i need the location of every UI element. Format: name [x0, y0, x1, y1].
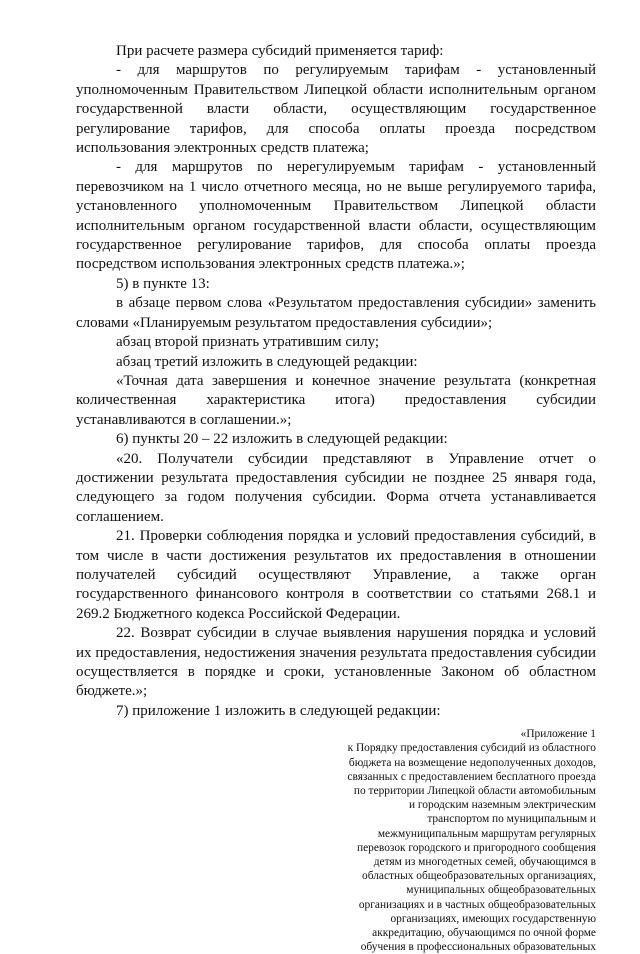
appendix-line: обучения в профессиональных образовательных	[360, 941, 596, 954]
appendix-line: «Приложение 1	[520, 728, 596, 741]
appendix-line: и городским наземным электрическим	[408, 799, 596, 812]
appendix-line: организациях, имеющих государственную	[390, 912, 596, 925]
paragraph-item-7: 7) приложение 1 изложить в следующей редакции:	[116, 702, 441, 719]
paragraph-clause-22: 22. Возврат субсидии в случае выявления нарушения порядка и условий их предоставления, недостижения значения результата предоставления субсидии осуществляется в порядке и сроки, установленные Законом об областном бюджете.»;	[76, 625, 596, 700]
paragraph-regulated-tariffs: - для маршрутов по регулируемым тарифам - установленный уполномоченным Правительством Липецкой области исполнительным органом государственной власти области, осуществляющим государственное регулирование тарифов, для способа оплаты проезда посредством использования электронных средств платежа;	[76, 62, 596, 157]
appendix-line: детям из многодетных семей, обучающимся в	[373, 856, 596, 869]
appendix-line: перевозок городского и пригородного сообщения	[357, 841, 596, 854]
appendix-line: по территории Липецкой области автомобильным	[353, 785, 596, 798]
appendix-line: транспортом по муниципальным и	[427, 813, 596, 826]
appendix-line: организациях и в частных общеобразовательных	[358, 898, 596, 911]
paragraph-third-abzac: абзац третий изложить в следующей редакции:	[116, 353, 418, 370]
appendix-header	[338, 727, 596, 954]
appendix-line: областных общеобразовательных организациях,	[362, 870, 596, 883]
paragraph-first-abzac: в абзаце первом слова «Результатом предоставления субсидии» заменить словами «Планируемым результатом предоставления субсидии»;	[76, 295, 596, 331]
paragraph-result-date: «Точная дата завершения и конечное значение результата (конкретная количественная характеристика итога) предоставления субсидии устанавливаются в соглашении.»;	[76, 372, 596, 428]
appendix-line: к Порядку предоставления субсидий из областного	[347, 742, 596, 755]
appendix-line: бюджета на возмещение недополученных доходов,	[348, 756, 596, 769]
appendix-line: связанных с предоставлением бесплатного проезда	[347, 770, 596, 783]
appendix-line: аккредитацию, обучающимся по очной форме	[372, 927, 596, 940]
paragraph-unregulated-tariffs: - для маршрутов по нерегулируемым тарифам - установленный перевозчиком на 1 число отчетного месяца, но не выше регулируемого тарифа, установленного уполномоченным Правительством Липецкой области исполнительным органом государственной власти области, осуществляющим государственное регулирование тарифов, для способа оплаты проезда посредством использования электронных средств платежа.»;	[76, 159, 596, 273]
appendix-line: муниципальных общеобразовательных	[406, 884, 596, 897]
paragraph-tariff-intro: При расчете размера субсидий применяется тариф:	[116, 43, 444, 59]
paragraph-clause-20: «20. Получатели субсидии представляют в Управление отчет о достижении результата предоставления субсидии не позднее 25 января года, следующего за годом получения субсидии. Форма отчета устанавливается соглашением.	[76, 450, 596, 525]
appendix-line: межмуниципальным маршрутам регулярных	[377, 827, 596, 840]
paragraph-item-5: 5) в пункте 13:	[116, 275, 210, 292]
paragraph-second-abzac: абзац второй признать утратившим силу;	[116, 334, 380, 351]
paragraph-item-6: 6) пункты 20 – 22 изложить в следующей редакции:	[116, 431, 448, 448]
paragraph-clause-21: 21. Проверки соблюдения порядка и условий предоставления субсидий, в том числе в части достижения результатов их предоставления в отношении получателей субсидий осуществляют Управление, а также орган государственного финансового контроля в соответствии со статьями 268.1 и 269.2 Бюджетного кодекса Российской Федерации.	[76, 528, 596, 622]
